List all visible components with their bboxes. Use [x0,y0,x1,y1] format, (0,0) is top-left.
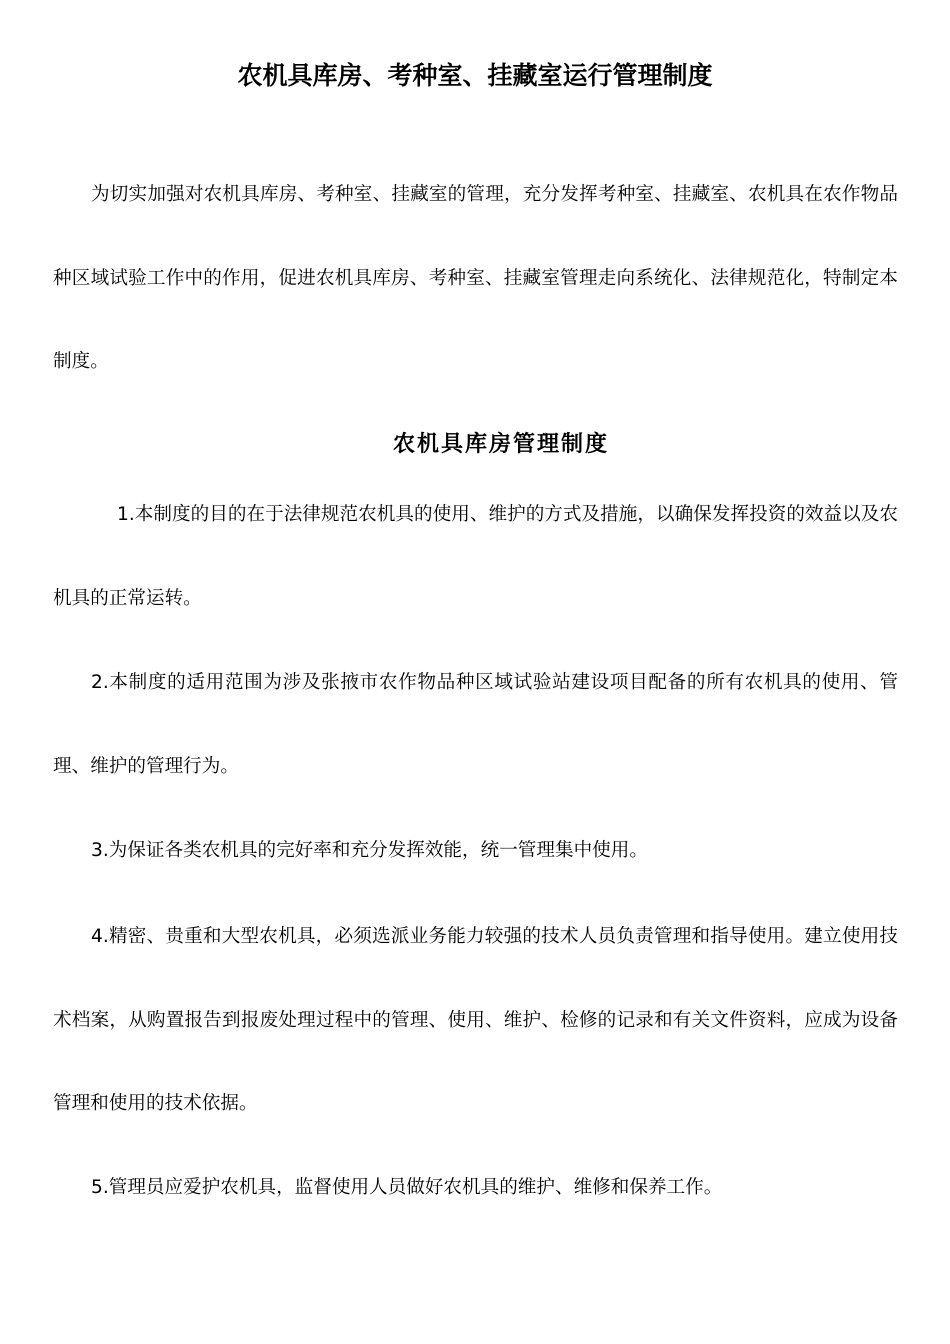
rule-item-1: 1.本制度的目的在于法律规范农机具的使用、维护的方式及措施，以确保发挥投资的效益以及农机具的正常运转。 [53,504,898,609]
document-title: 农机具库房、考种室、挂藏室运行管理制度 [237,61,713,90]
section-title: 农机具库房管理制度 [392,431,609,457]
rule-item-2: 2.本制度的适用范围为涉及张掖市农作物品种区域试验站建设项目配备的所有农机具的使用、管理、维护的管理行为。 [53,672,898,777]
rule-item-4: 4.精密、贵重和大型农机具，必须选派业务能力较强的技术人员负责管理和指导使用。建立使用技术档案，从购置报告到报废处理过程中的管理、使用、维护、检修的记录和有关文件资料，应成为设备管理和使用的技术依据。 [53,926,898,1114]
rule-item-3: 3.为保证各类农机具的完好率和充分发挥效能，统一管理集中使用。 [91,840,648,861]
intro-paragraph: 为切实加强对农机具库房、考种室、挂藏室的管理，充分发挥考种室、挂藏室、农机具在农作物品种区域试验工作中的作用，促进农机具库房、考种室、挂藏室管理走向系统化、法律规范化，特制定本制度。 [53,184,898,372]
rule-item-5: 5.管理员应爱护农机具，监督使用人员做好农机具的维护、维修和保养工作。 [91,1177,723,1198]
